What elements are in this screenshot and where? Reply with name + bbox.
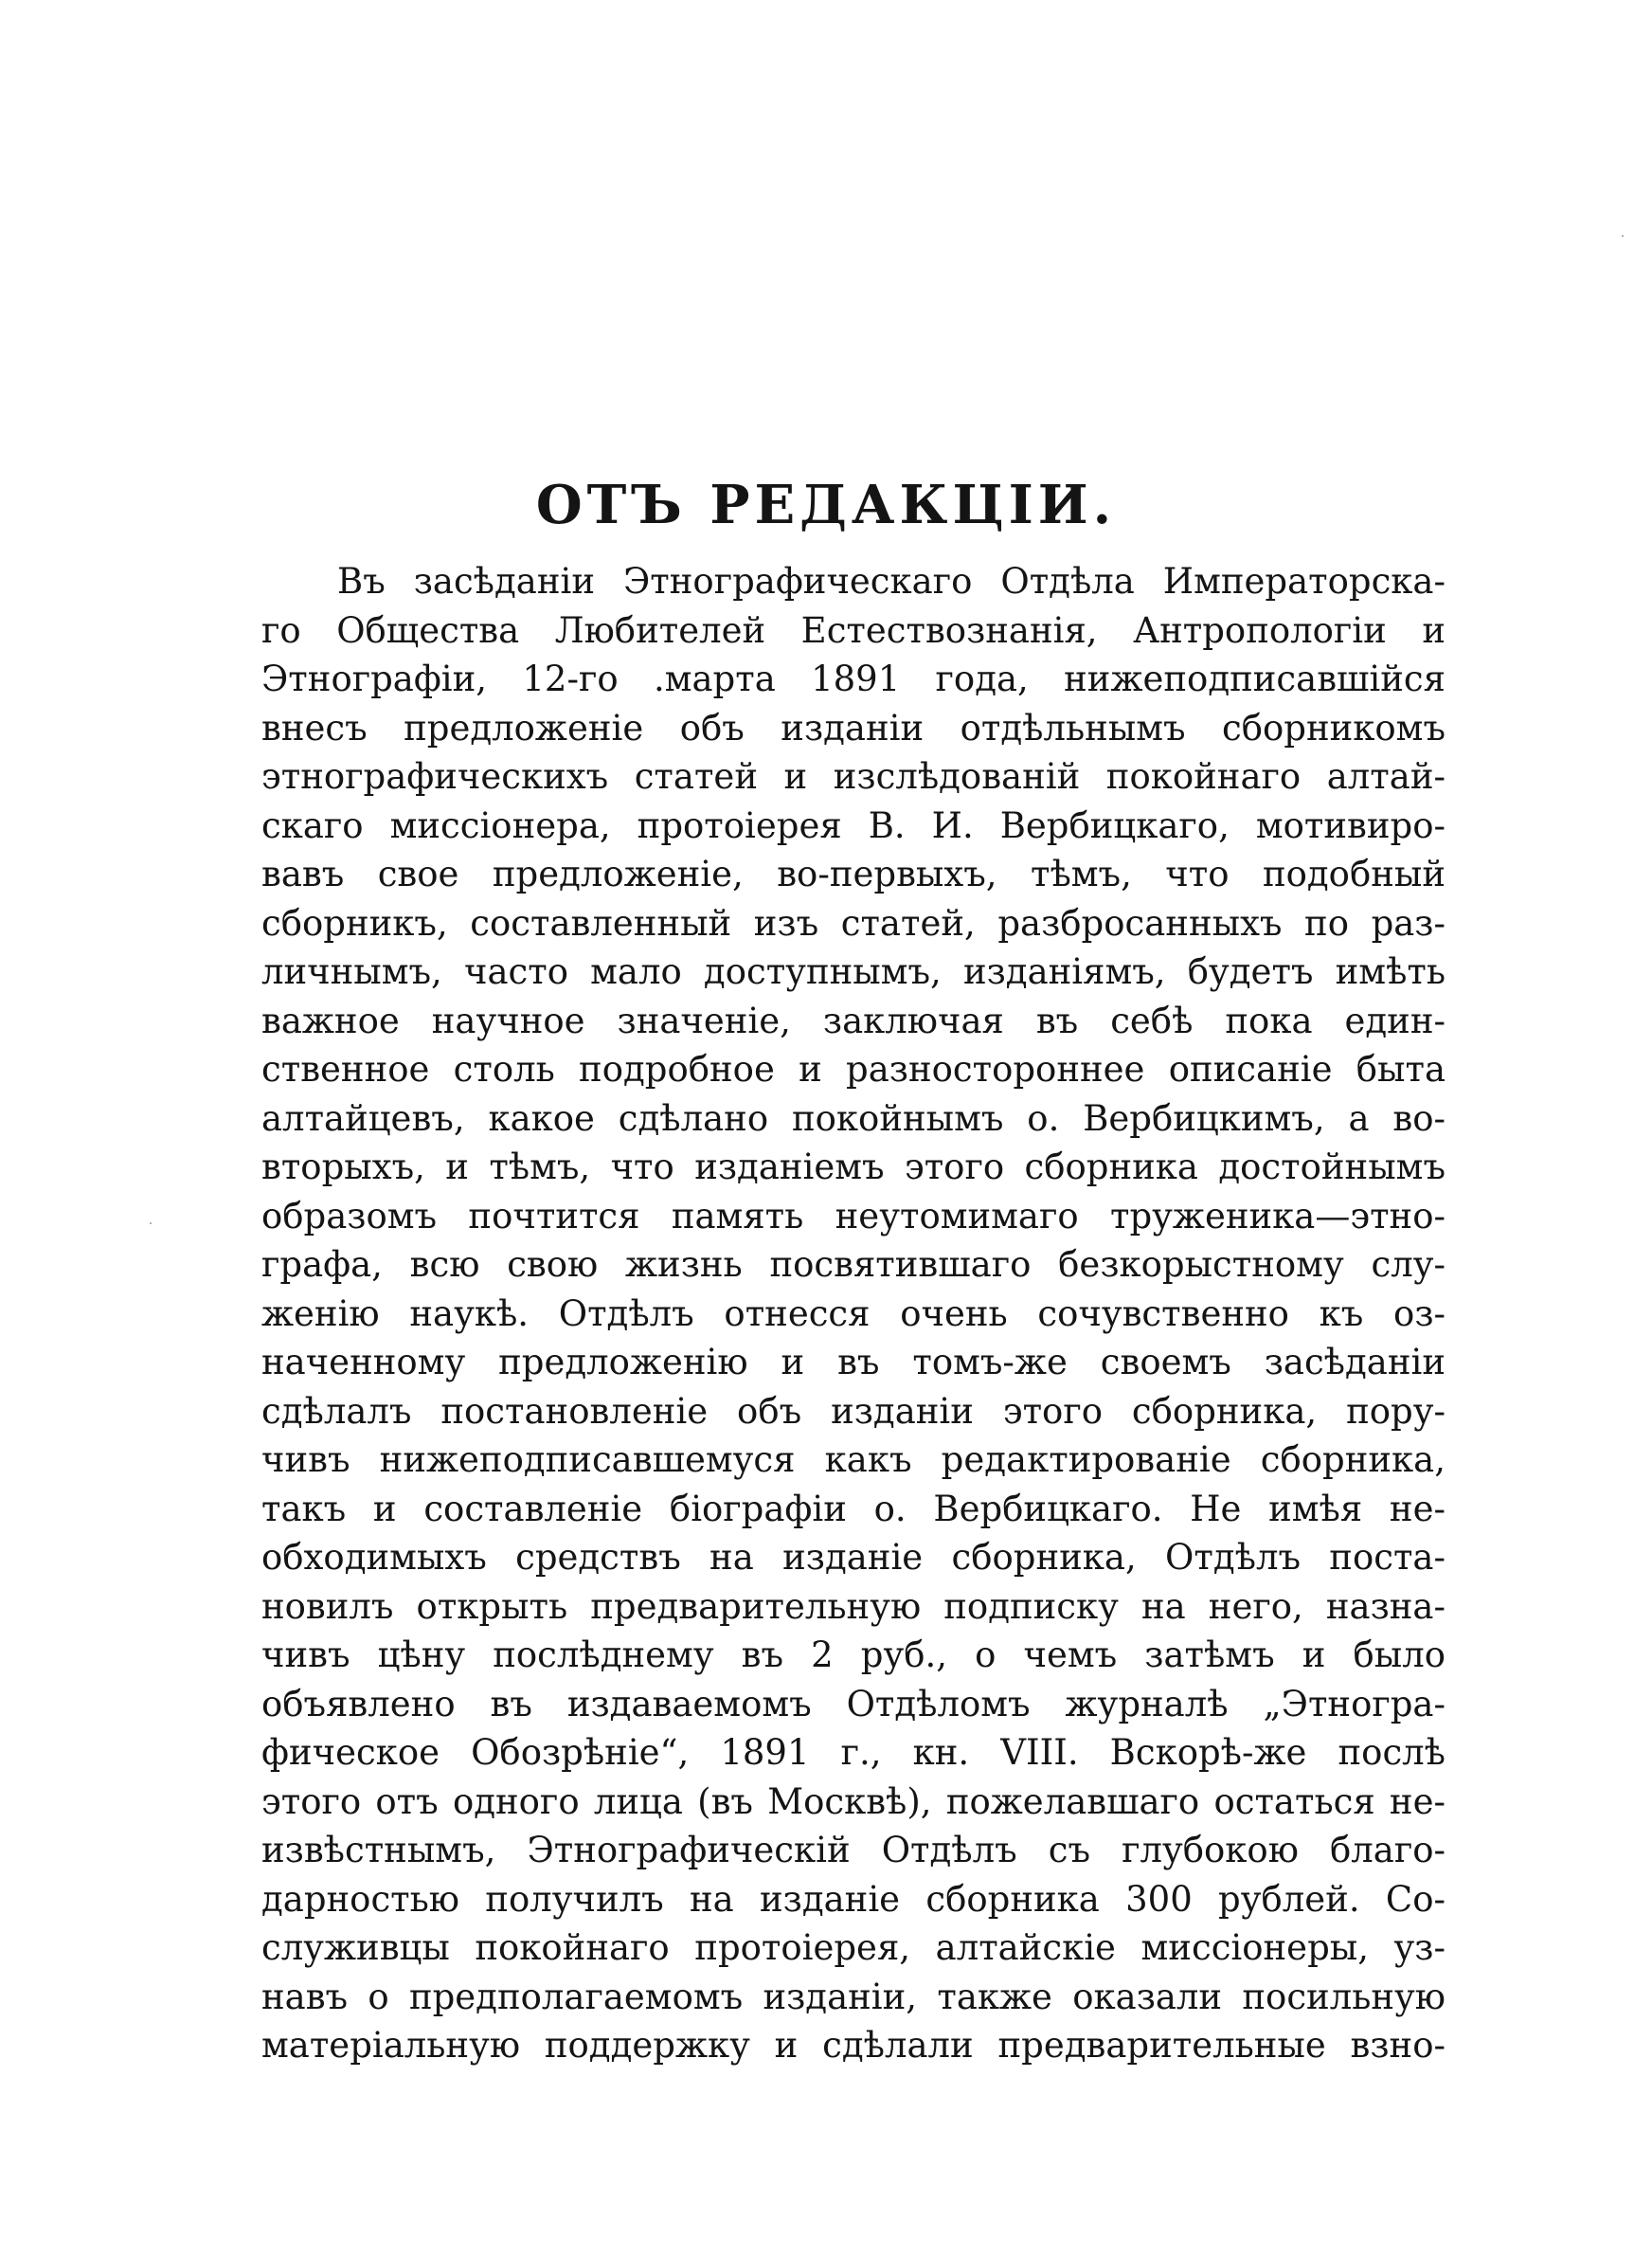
scan-speck: [1622, 235, 1624, 237]
text-line: навъ о предполагаемомъ изданіи, также оказали посильную: [261, 1976, 1446, 2017]
text-line: важное научное значеніе, заключая въ себѣ пока един-: [261, 1000, 1446, 1041]
text-line: Этнографіи, 12-го .марта 1891 года, нижеподписавшійся: [261, 659, 1446, 699]
text-line: служивцы покойнаго протоіерея, алтайскіе миссіонеры, уз-: [261, 1927, 1446, 1968]
text-line: личнымъ, часто мало доступнымъ, изданіямъ, будетъ имѣть: [261, 951, 1446, 992]
text-line: чивъ нижеподписавшемуся какъ редактированіе сборника,: [261, 1439, 1446, 1480]
text-line: сборникъ, составленный изъ статей, разбросанныхъ по раз-: [261, 902, 1446, 944]
text-line: го Общества Любителей Естествознанія, Антропологіи и: [261, 609, 1446, 651]
text-line: вторыхъ, и тѣмъ, что изданіемъ этого сборника достойнымъ: [261, 1147, 1446, 1187]
text-line: чивъ цѣну послѣднему въ 2 руб., о чемъ затѣмъ и было: [261, 1634, 1446, 1675]
text-line: фическое Обозрѣніе“, 1891 г., кн. VIII. Вскорѣ-же послѣ: [261, 1732, 1446, 1773]
text-line: внесъ предложеніе объ изданіи отдѣльнымъ сборникомъ: [261, 707, 1446, 749]
text-line: новилъ открыть предварительную подписку на него, назна-: [261, 1585, 1446, 1627]
text-line: дарностью получилъ на изданіе сборника 300 рублей. Со-: [261, 1878, 1446, 1920]
text-line: матеріальную поддержку и сдѣлали предварительные взно-: [261, 2025, 1446, 2066]
text-line: наченному предложенію и въ томъ-же своемъ засѣданіи: [261, 1342, 1446, 1382]
text-line: этнографическихъ статей и изслѣдованій покойнаго алтай-: [261, 756, 1446, 797]
text-line: алтайцевъ, какое сдѣлано покойнымъ о. Вербицкимъ, а во-: [261, 1097, 1446, 1139]
text-line: такъ и составленіе біографіи о. Вербицкаго. Не имѣя не-: [261, 1488, 1446, 1529]
body-paragraph: [261, 557, 1446, 2070]
text-line: ственное столь подробное и разностороннее описаніе быта: [261, 1049, 1446, 1090]
text-line: объявлено въ издаваемомъ Отдѣломъ журналѣ „Этногра-: [261, 1683, 1446, 1724]
text-line: вавъ свое предложеніе, во-первыхъ, тѣмъ, что подобный: [261, 854, 1446, 894]
text-line: сдѣлалъ постановленіе объ изданіи этого сборника, пору-: [261, 1390, 1446, 1432]
text-line: женію наукѣ. Отдѣлъ отнесся очень сочувственно къ оз-: [261, 1292, 1446, 1334]
text-line: образомъ почтится память неутомимаго труженика—этно-: [261, 1195, 1446, 1237]
page-heading: ОТЪ РЕДАКЦІИ.: [535, 474, 1117, 536]
scan-speck: [150, 1222, 152, 1224]
text-line: извѣстнымъ, Этнографическій Отдѣлъ съ глубокою благо-: [261, 1830, 1446, 1870]
text-line: этого отъ одного лица (въ Москвѣ), пожелавшаго остаться не-: [261, 1780, 1446, 1822]
text-line: обходимыхъ средствъ на изданіе сборника, Отдѣлъ поста-: [261, 1537, 1446, 1578]
text-line: графа, всю свою жизнь посвятившаго безкорыстному слу-: [261, 1244, 1446, 1285]
text-line: скаго миссіонера, протоіерея В. И. Вербицкаго, мотивиро-: [261, 804, 1446, 846]
text-line: Въ засѣданіи Этнографическаго Отдѣла Императорска-: [337, 561, 1446, 602]
